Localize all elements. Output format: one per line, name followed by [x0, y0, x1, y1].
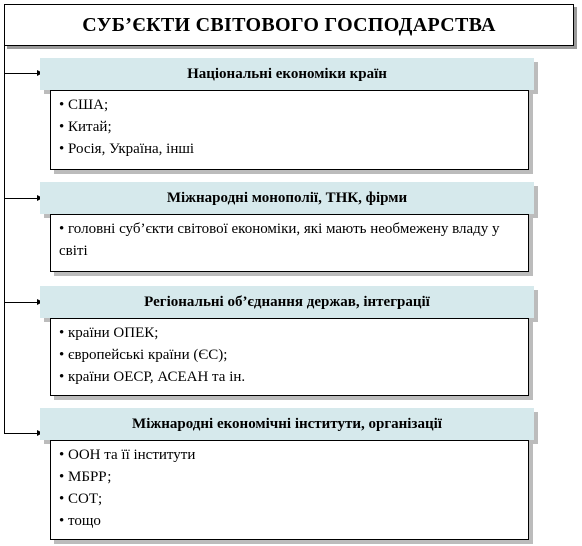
connector-arrow-1: [4, 73, 37, 74]
list-item: • європейські країни (ЄС);: [59, 347, 228, 363]
list-item: • Китай;: [59, 119, 112, 135]
list-item: • ООН та її інститути: [59, 447, 196, 463]
list-item: • СОТ;: [59, 491, 103, 507]
list-item: • США;: [59, 97, 109, 113]
diagram-title: СУБ’ЄКТИ СВІТОВОГО ГОСПОДАРСТВА: [4, 4, 574, 46]
connector-arrow-3: [4, 302, 37, 303]
list-item: • країни ОЕСР, АСЕАН та ін.: [59, 369, 246, 385]
list-item: • Росія, Україна, інші: [59, 141, 195, 157]
section-heading-regional-unions: Регіональні об’єднання держав, інтеграції: [40, 286, 534, 318]
section-body-regional-unions: [50, 318, 529, 396]
section-body-multinationals: [50, 214, 529, 272]
section-heading-national-economies: Національні економіки країн: [40, 58, 534, 90]
list-item: • МБРР;: [59, 469, 112, 485]
list-item: • країни ОПЕК;: [59, 325, 159, 341]
connector-arrow-2: [4, 198, 37, 199]
connector-arrow-4: [4, 433, 37, 434]
section-heading-international-institutions: Міжнародні економічні інститути, організації: [40, 408, 534, 440]
connector-spine: [4, 46, 5, 434]
section-body-international-institutions: [50, 440, 529, 540]
section-heading-multinationals: Міжнародні монополії, ТНК, фірми: [40, 182, 534, 214]
section-body-national-economies: [50, 90, 529, 170]
list-item: • тощо: [59, 513, 101, 529]
list-item: • головні суб’єкти світової економіки, які мають необмежену владу у світі: [59, 221, 500, 259]
